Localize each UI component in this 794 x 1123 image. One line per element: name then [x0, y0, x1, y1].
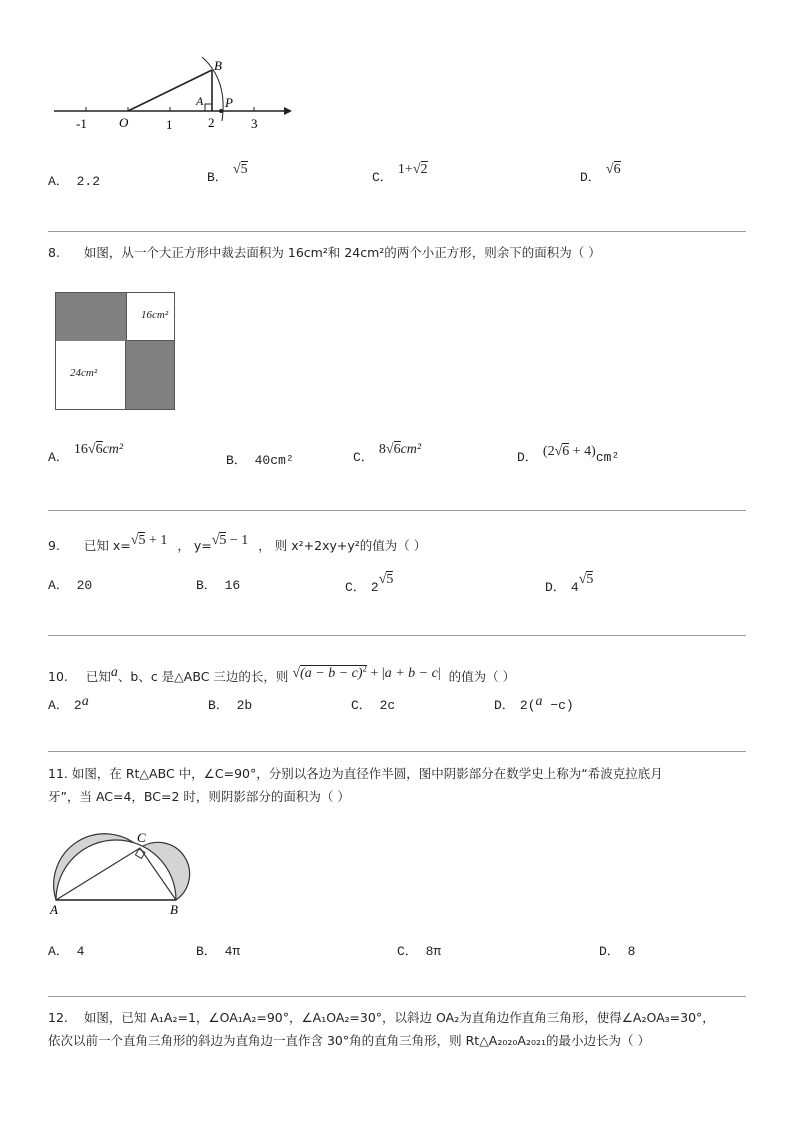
right-angle-mark	[205, 104, 212, 111]
q7-option-d[interactable]: D． √6	[580, 162, 621, 185]
question-number: 12.	[48, 1010, 68, 1025]
option-coef: 4	[570, 580, 579, 595]
label-A: A	[196, 94, 204, 108]
q11-option-a[interactable]	[48, 940, 84, 959]
lunes-figure	[48, 826, 200, 918]
abs-expr: a + b − c	[384, 666, 438, 681]
x-tail: + 1	[145, 533, 168, 548]
option-coef: 16	[73, 442, 88, 457]
q11-option-c[interactable]	[397, 940, 441, 959]
question-text-pre: 已知	[85, 669, 111, 684]
option-letter: A．	[48, 698, 69, 713]
option-value: 2c	[379, 698, 396, 713]
q8-option-b[interactable]	[226, 449, 294, 468]
option-value: 8	[627, 944, 636, 959]
shaded-square-top-left	[56, 293, 126, 341]
option-letter: D．	[545, 580, 566, 595]
option-radicand: 5	[386, 572, 394, 587]
option-unit: cm²	[102, 442, 124, 457]
label-16cm2: 16cm²	[141, 309, 169, 321]
y-radicand: 5	[219, 533, 227, 548]
option-letter: B．	[226, 453, 247, 468]
option-letter: D．	[599, 944, 620, 959]
axis-arrow	[284, 107, 292, 115]
small-square-16	[126, 293, 174, 341]
q10-option-b[interactable]	[208, 694, 252, 713]
tick-label-3: 3	[251, 116, 258, 131]
option-letter: A．	[48, 450, 69, 465]
var-a: a	[110, 665, 118, 680]
q8-option-a[interactable]: A． 16√6cm²	[48, 442, 124, 465]
divider	[48, 231, 746, 232]
option-radicand: 5	[240, 162, 248, 177]
q11-option-d[interactable]	[599, 940, 635, 959]
label-B: B	[214, 58, 222, 73]
squares-figure	[55, 292, 175, 410]
option-value: 4	[76, 944, 85, 959]
option-radicand: 5	[586, 572, 594, 587]
q12-line1	[48, 1008, 715, 1026]
label-P: P	[225, 95, 233, 110]
option-coef: 2	[547, 444, 555, 459]
option-letter: A．	[48, 174, 69, 189]
question-number: 11.	[48, 766, 68, 781]
option-letter: C．	[397, 944, 418, 959]
question-text-mid: 、b、c 是△ABC 三边的长，则	[117, 669, 289, 684]
option-tail: + 4	[569, 444, 592, 459]
option-radicand: 6	[562, 444, 570, 459]
question-number: 8.	[48, 245, 60, 260]
label-C: C	[137, 830, 146, 845]
question-text-mid: ， y=	[177, 538, 212, 553]
question-text: 依次以前一个直角三角形的斜边为直角边一直作含 30°角的直角三角形，则 Rt△A₂₀₂₀A₂₀₂₁的最小边长为（ ）	[48, 1033, 650, 1048]
q12-line2	[48, 1031, 650, 1049]
option-close: )	[591, 444, 596, 459]
q7-option-c[interactable]: C． 1+√2	[372, 162, 428, 185]
question-text-post: ， 则 x²+2xy+y²的值为（ ）	[258, 538, 427, 553]
option-value: 2(	[519, 698, 536, 713]
option-letter: D．	[580, 170, 601, 185]
q11-line1	[48, 764, 663, 782]
x-radicand: 5	[138, 533, 146, 548]
option-radicand: 6	[613, 162, 621, 177]
tick-label-neg1: -1	[76, 116, 87, 131]
q9-stem: 9. 已知 x=√5 + 1 ， y=√5 − 1 ， 则 x²+2xy+y²的值为（ ）	[48, 533, 427, 553]
q7-option-a[interactable]	[48, 170, 100, 189]
option-letter: B．	[196, 944, 217, 959]
option-open: (	[542, 444, 548, 459]
tick-label-2: 2	[208, 115, 215, 130]
option-value: 20	[76, 578, 93, 593]
option-radicand: 6	[393, 442, 401, 457]
option-radicand: 6	[95, 442, 103, 457]
question-number: 10.	[48, 669, 68, 684]
option-radicand: 2	[420, 162, 428, 177]
q10-option-a[interactable]	[48, 694, 89, 714]
q10-option-d[interactable]	[494, 694, 574, 714]
divider	[48, 996, 746, 997]
option-tail: −c)	[542, 698, 574, 713]
question-text: 如图，已知 A₁A₂=1，∠OA₁A₂=90°，∠A₁OA₂=30°，以斜边 OA₂为直角边作直角三角形，使得∠A₂OA₃=30°，	[83, 1010, 715, 1025]
option-letter: D．	[494, 698, 515, 713]
question-text: 如图，在 Rt△ABC 中，∠C=90°，分别以各边为直径作半圆，图中阴影部分在数学史上称为“希波克拉底月	[71, 766, 663, 781]
option-unit: cm²	[595, 450, 620, 465]
large-square-24	[56, 341, 126, 409]
option-value: 40cm²	[254, 453, 294, 468]
option-prefix: 1+	[397, 162, 413, 177]
divider	[48, 751, 746, 752]
option-letter: C．	[345, 580, 366, 595]
q9-option-a[interactable]	[48, 574, 92, 593]
option-letter: B．	[207, 170, 228, 185]
option-value: 2	[73, 698, 82, 713]
option-letter: B．	[208, 698, 229, 713]
q9-option-d[interactable]: D． 4√5	[545, 572, 594, 595]
radicand: (a − b − c)	[300, 666, 363, 681]
shaded-square-bottom-right	[126, 341, 174, 409]
q10-stem: 10. 已知a、b、c 是△ABC 三边的长，则 $√(a - b - c)^2 + |a + b - c|$ 的值为（ ）	[48, 663, 516, 684]
option-value: 2.2	[76, 174, 101, 189]
q8-stem	[48, 243, 601, 261]
q8-option-c[interactable]: C． 8√6cm²	[353, 442, 422, 465]
option-coef: 8	[378, 442, 386, 457]
y-tail: − 1	[226, 533, 249, 548]
q9-option-c[interactable]: C． 2√5	[345, 572, 394, 595]
option-letter: B．	[196, 578, 217, 593]
option-letter: C．	[353, 450, 374, 465]
point-P	[219, 109, 223, 113]
option-value: 8π	[425, 944, 442, 959]
question-number: 9.	[48, 538, 60, 553]
option-unit: cm²	[400, 442, 422, 457]
number-line-figure	[48, 52, 298, 134]
q7-option-b[interactable]: B． √5	[207, 162, 248, 185]
option-letter: C．	[372, 170, 393, 185]
label-B: B	[170, 902, 178, 917]
label-A: A	[50, 902, 58, 917]
q9-option-b[interactable]	[196, 574, 240, 593]
label-O: O	[119, 115, 129, 130]
q10-option-c[interactable]	[351, 694, 395, 713]
option-var: a	[535, 694, 543, 709]
question-text-pre: 已知 x=	[83, 538, 131, 553]
tick-label-1: 1	[166, 117, 173, 132]
question-text: 如图，从一个大正方形中裁去面积为 16cm²和 24cm²的两个小正方形，则余下的面积为（ ）	[83, 245, 601, 260]
q8-option-d[interactable]: D． (2√6 + 4)cm²	[517, 444, 620, 465]
option-letter: D．	[517, 450, 538, 465]
question-text-post: 的值为（ ）	[448, 669, 516, 684]
option-value: 16	[224, 578, 241, 593]
option-value: 2b	[236, 698, 253, 713]
option-letter: C．	[351, 698, 372, 713]
option-letter: A．	[48, 578, 69, 593]
option-value: 4π	[224, 944, 241, 959]
divider	[48, 635, 746, 636]
divider	[48, 510, 746, 511]
option-coef: 2	[370, 580, 379, 595]
q11-option-b[interactable]	[196, 940, 240, 959]
q11-line2	[48, 787, 350, 805]
label-24cm2: 24cm²	[70, 367, 98, 379]
option-letter: A．	[48, 944, 69, 959]
option-var: a	[81, 694, 89, 709]
question-text: 牙”，当 AC=4，BC=2 时，则阴影部分的面积为（ ）	[48, 789, 350, 804]
